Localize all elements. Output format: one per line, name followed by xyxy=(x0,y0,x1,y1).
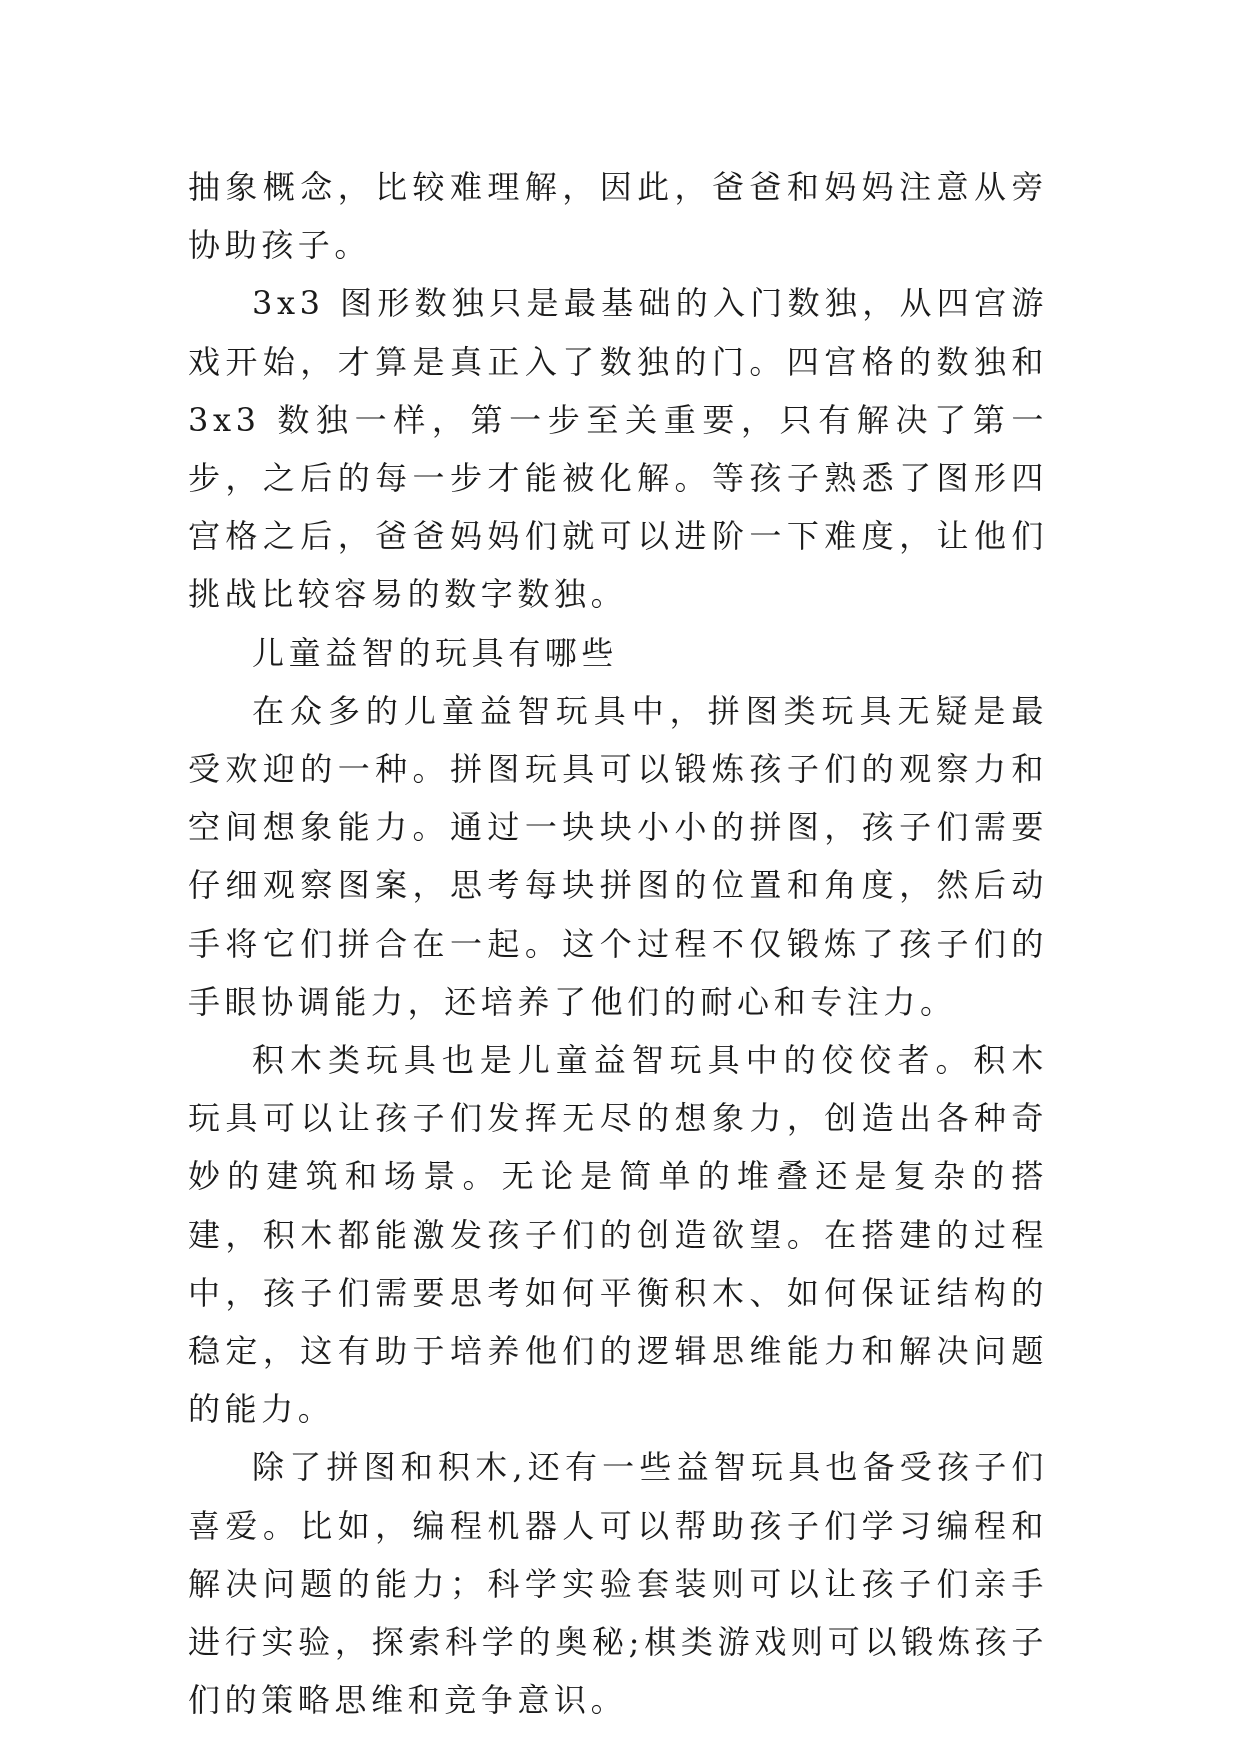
paragraph-other-toys: 除了拼图和积木,还有一些益智玩具也备受孩子们喜爱。比如，编程机器人可以帮助孩子们学习编程和解决问题的能力；科学实验套装则可以让孩子们亲手进行实验，探索科学的奥秘;棋类游戏则可以锻炼孩子们的策略思维和竞争意识。 xyxy=(188,1448,1048,1720)
paragraph-building-blocks: 积木类玩具也是儿童益智玩具中的佼佼者。积木玩具可以让孩子们发挥无尽的想象力，创造出各种奇妙的建筑和场景。无论是简单的堆叠还是复杂的搭建，积木都能激发孩子们的创造欲望。在搭建的过程中，孩子们需要思考如何平衡积木、如何保证结构的稳定，这有助于培养他们的逻辑思维能力和解决问题的能力。 xyxy=(188,1041,1048,1429)
paragraph-continuation: 抽象概念，比较难理解，因此，爸爸和妈妈注意从旁协助孩子。 xyxy=(188,168,1048,265)
paragraph-puzzle-toys: 在众多的儿童益智玩具中，拼图类玩具无疑是最受欢迎的一种。拼图玩具可以锻炼孩子们的观察力和空间想象能力。通过一块块小小的拼图，孩子们需要仔细观察图案，思考每块拼图的位置和角度，然后动手将它们拼合在一起。这个过程不仅锻炼了孩子们的手眼协调能力，还培养了他们的耐心和专注力。 xyxy=(188,691,1048,1021)
paragraph-sudoku: 3x3 图形数独只是最基础的入门数独，从四宫游戏开始，才算是真正入了数独的门。四宫格的数独和 3x3 数独一样，第一步至关重要，只有解决了第一步，之后的每一步才能被化解。等孩子熟悉了图形四宫格之后，爸爸妈妈们就可以进阶一下难度，让他们挑战比较容易的数字数独。 xyxy=(188,284,1048,614)
document-body xyxy=(188,158,1048,1729)
section-title: 儿童益智的玩具有哪些 xyxy=(252,633,619,672)
